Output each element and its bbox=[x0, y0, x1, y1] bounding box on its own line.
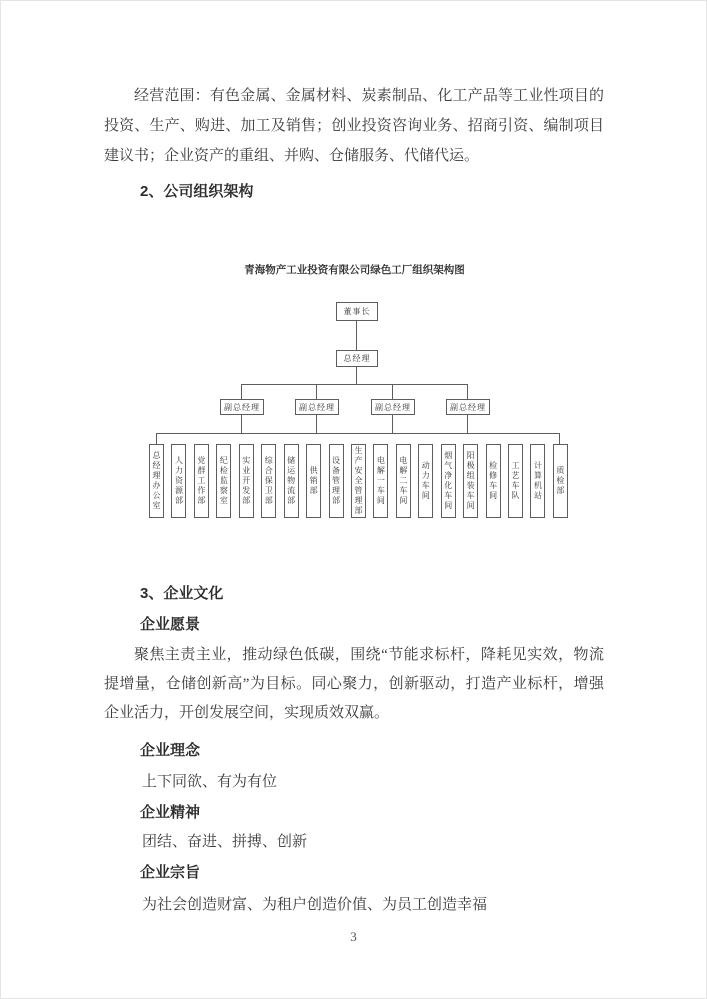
department-label: 设备管理部 bbox=[331, 456, 341, 506]
org-box-chairman bbox=[336, 302, 378, 321]
connector-line bbox=[356, 321, 357, 350]
department-label: 阳极组装车间 bbox=[466, 451, 476, 511]
department-label: 工艺车队 bbox=[511, 461, 520, 501]
org-box-department bbox=[306, 444, 321, 518]
org-box-deputy-manager bbox=[220, 399, 264, 415]
org-box-department bbox=[486, 444, 501, 518]
connector-line bbox=[316, 384, 317, 399]
culture-philosophy-text: 上下同欲、有为有位 bbox=[142, 774, 278, 790]
culture-subheading-spirit: 企业精神 bbox=[140, 804, 201, 821]
org-box-department bbox=[396, 444, 411, 518]
org-box-department bbox=[239, 444, 254, 518]
org-box-department bbox=[284, 444, 299, 518]
org-box-department bbox=[463, 444, 478, 518]
department-label: 电解二车间 bbox=[398, 456, 408, 506]
department-label: 生产安全管理部 bbox=[353, 446, 363, 516]
culture-subheading-tenet: 企业宗旨 bbox=[140, 864, 201, 881]
org-box-general-manager bbox=[336, 350, 378, 367]
connector-line bbox=[316, 415, 317, 433]
department-label: 实业开发部 bbox=[241, 456, 251, 506]
connector-line bbox=[156, 433, 157, 444]
department-label: 纪检监察室 bbox=[219, 456, 229, 506]
department-label: 质检部 bbox=[555, 466, 565, 496]
section-heading-culture: 3、企业文化 bbox=[140, 585, 224, 602]
deputy-manager-label: 副总经理 bbox=[375, 402, 411, 412]
department-label: 电解一车间 bbox=[376, 456, 386, 506]
org-box-department bbox=[261, 444, 276, 518]
org-box-department bbox=[530, 444, 545, 518]
org-box-department bbox=[329, 444, 344, 518]
connector-line bbox=[392, 415, 393, 433]
org-box-department bbox=[149, 444, 164, 518]
general-manager-label: 总经理 bbox=[343, 354, 371, 363]
department-label: 烟气净化车间 bbox=[443, 451, 453, 511]
department-label: 人力资源部 bbox=[174, 456, 184, 506]
org-box-department bbox=[508, 444, 523, 518]
org-box-deputy-manager bbox=[446, 399, 490, 415]
business-scope-paragraph: 经营范围：有色金属、金属材料、炭素制品、化工产品等工业性项目的投资、生产、购进、加工及销售；创业投资咨询业务、招商引资、编制项目建议书；企业资产的重组、并购、仓储服务、代储代运。 bbox=[104, 88, 604, 164]
connector-line bbox=[241, 384, 242, 399]
department-label: 党群工作部 bbox=[196, 456, 206, 506]
org-box-department bbox=[418, 444, 433, 518]
connector-line bbox=[559, 433, 560, 444]
org-box-department bbox=[373, 444, 388, 518]
connector-line bbox=[241, 415, 242, 433]
org-box-department bbox=[553, 444, 568, 518]
culture-tenet-text: 为社会创造财富、为租户创造价值、为员工创造幸福 bbox=[142, 897, 488, 913]
deputy-manager-label: 副总经理 bbox=[299, 402, 335, 412]
chairman-label: 董事长 bbox=[343, 307, 371, 316]
culture-subheading-philosophy: 企业理念 bbox=[140, 742, 201, 759]
connector-line bbox=[392, 384, 393, 399]
org-department-row bbox=[149, 444, 568, 518]
department-label: 总经理办公室 bbox=[152, 451, 161, 511]
org-box-department bbox=[216, 444, 231, 518]
deputy-manager-label: 副总经理 bbox=[450, 402, 486, 412]
connector-line bbox=[467, 415, 468, 433]
connector-line bbox=[356, 367, 357, 384]
department-label: 计算机站 bbox=[533, 461, 543, 501]
connector-line bbox=[241, 384, 468, 385]
org-box-department bbox=[351, 444, 366, 518]
section-heading-org-structure: 2、公司组织架构 bbox=[140, 183, 254, 200]
department-label: 综合保卫部 bbox=[264, 456, 274, 506]
connector-line bbox=[156, 433, 560, 434]
org-box-deputy-manager bbox=[295, 399, 339, 415]
org-box-department bbox=[171, 444, 186, 518]
department-label: 动力车间 bbox=[421, 461, 431, 501]
org-box-department bbox=[441, 444, 456, 518]
org-chart-title: 青海物产工业投资有限公司绿色工厂组织架构图 bbox=[244, 264, 465, 276]
culture-subheading-vision: 企业愿景 bbox=[140, 616, 201, 633]
connector-line bbox=[467, 384, 468, 399]
department-label: 检修车间 bbox=[488, 461, 498, 501]
deputy-manager-label: 副总经理 bbox=[224, 402, 260, 412]
department-label: 储运物流部 bbox=[286, 456, 296, 506]
culture-spirit-text: 团结、奋进、拼搏、创新 bbox=[142, 834, 308, 850]
department-label: 供销部 bbox=[309, 466, 319, 496]
culture-vision-paragraph: 聚焦主责主业，推动绿色低碳，围绕“节能求标杆，降耗见实效，物流提增量，仓储创新高”为目标。同心聚力，创新驱动，打造产业标杆，增强企业活力，开创发展空间，实现质效双赢。 bbox=[104, 647, 604, 721]
org-box-department bbox=[194, 444, 209, 518]
org-box-deputy-manager bbox=[371, 399, 415, 415]
page-number: 3 bbox=[350, 929, 357, 944]
